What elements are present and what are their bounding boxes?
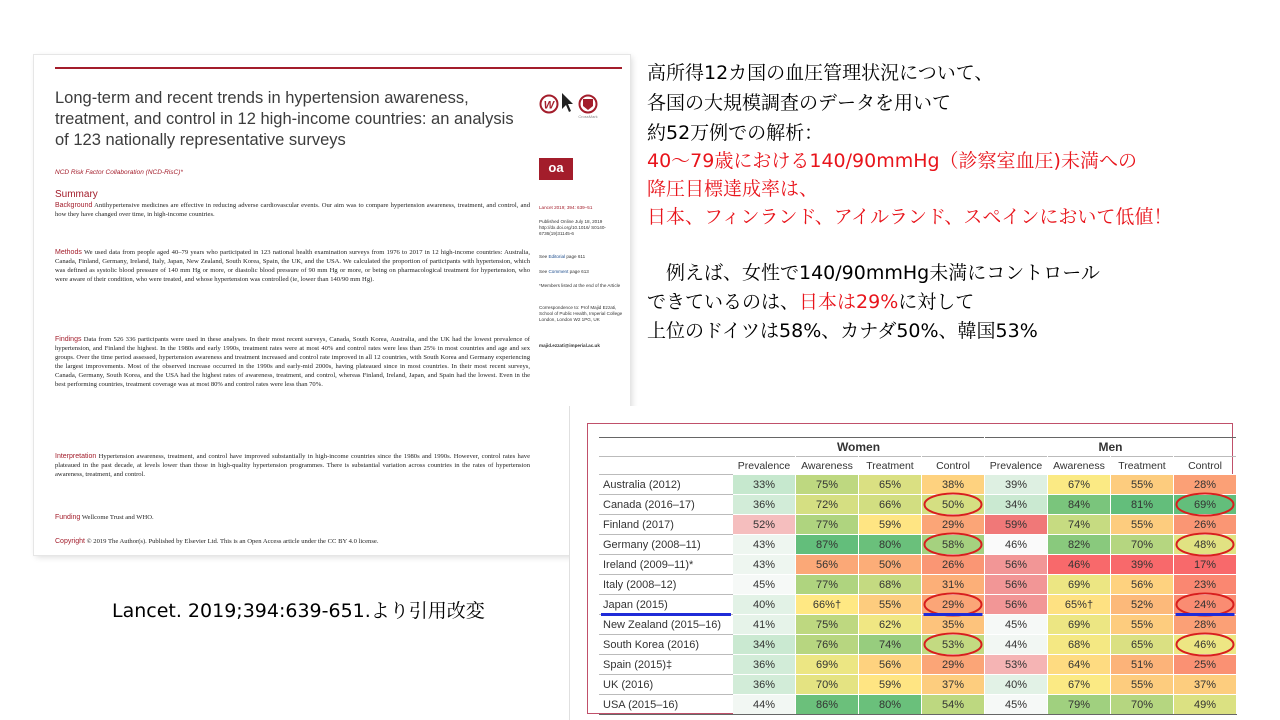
- abstract-interpretation: [55, 452, 530, 479]
- men-treatment-cell: 81%: [1111, 495, 1174, 515]
- table-row: [599, 675, 1237, 695]
- men-control-cell: 49%: [1174, 695, 1237, 715]
- men-treatment-cell: 55%: [1111, 475, 1174, 495]
- note-line-1: 高所得12カ国の血圧管理状況について、: [647, 62, 994, 84]
- column-header-treatment: Treatment: [1111, 457, 1174, 475]
- men-prevalence-cell: 45%: [985, 695, 1048, 715]
- corner-cell: [599, 457, 733, 475]
- section-text: Data from 526 336 participants were used in these analyses. In their most recent surveys, Canada, South Korea, Australia, and the UK had the lowest prevalence of hypertension, and Finland the highest. In the 1980s and early 1990s, treatment rates were at most 40% and control rates were less than 25% in most countries and age and sex groups. Over the time period assessed, hypertension awareness and treatment increased and control rate improved in all 12 countries, with South Korea and Germany experiencing the largest improvements. Most of the observed increase occurred in the 1990s and early-mid 2000s, having plateaued since in most countries. In their most recent surveys, Canada, Germany, South Korea, and the USA had the highest rates of awareness, treatment, and control, whereas Finland, Ireland, Japan, and Spain had the lowest. Even in the best performing countries, treatment coverage was at most 80% and control rates were less than 70%.: [55, 336, 530, 389]
- table-row: [599, 555, 1237, 575]
- men-control-cell: 28%: [1174, 475, 1237, 495]
- women-awareness-cell: 70%: [796, 675, 859, 695]
- example-text: に対して: [898, 291, 975, 313]
- women-awareness-cell: 72%: [796, 495, 859, 515]
- section-label: Methods: [55, 249, 82, 256]
- svg-text:CrossMark: CrossMark: [578, 114, 598, 119]
- sidebar-editorial: [539, 254, 625, 260]
- men-prevalence-cell: 59%: [985, 515, 1048, 535]
- corner-cell: [599, 438, 733, 457]
- example-line-2: [647, 287, 974, 314]
- sidebar-members: *Members listed at the end of the Article: [539, 283, 621, 288]
- country-label: Germany (2008–11): [599, 535, 733, 555]
- see-prefix: See: [539, 254, 549, 259]
- women-prevalence-cell: 36%: [733, 675, 796, 695]
- section-label: Interpretation: [55, 453, 97, 460]
- women-treatment-cell: 55%: [859, 595, 922, 615]
- note-line-3: 約52万例での解析：: [647, 122, 824, 144]
- men-treatment-cell: 55%: [1111, 615, 1174, 635]
- women-prevalence-cell: 41%: [733, 615, 796, 635]
- men-awareness-cell: 67%: [1048, 475, 1111, 495]
- abstract-funding: [55, 513, 530, 522]
- women-treatment-cell: 80%: [859, 695, 922, 715]
- men-control-cell: 17%: [1174, 555, 1237, 575]
- note-line-2: 各国の大規模調査のデータを用いて: [647, 92, 952, 114]
- abstract-background: [55, 201, 530, 219]
- section-label: Findings: [55, 336, 82, 343]
- example-line-1: 例えば、女性で140/90mmHg未満にコントロール: [647, 262, 1100, 284]
- men-prevalence-cell: 56%: [985, 575, 1048, 595]
- table-row: [599, 575, 1237, 595]
- country-label: Australia (2012): [599, 475, 733, 495]
- example-line-3: 上位のドイツは58%、カナダ50%、韓国53%: [647, 320, 1038, 342]
- country-label: New Zealand (2015–16): [599, 615, 733, 635]
- summary-heading: Summary: [55, 189, 98, 200]
- women-treatment-cell: 59%: [859, 675, 922, 695]
- men-control-cell: 46%: [1174, 635, 1237, 655]
- men-prevalence-cell: 56%: [985, 555, 1048, 575]
- women-awareness-cell: 77%: [796, 515, 859, 535]
- abstract-methods: [55, 248, 530, 284]
- section-text: Hypertension awareness, treatment, and control have improved substantially in high-income countries since the 1980s and 1990s. However, control rates have plateaued in the past decade, at levels lower than those in high-quality hypertension programmes. There is substantial variation across countries in the rates of hypertension awareness, treatment, and control.: [55, 453, 530, 479]
- japan-highlight: 日本は29%: [799, 291, 899, 313]
- women-prevalence-cell: 34%: [733, 635, 796, 655]
- country-label: Canada (2016–17): [599, 495, 733, 515]
- men-prevalence-cell: 56%: [985, 595, 1048, 615]
- women-prevalence-cell: 36%: [733, 495, 796, 515]
- men-treatment-cell: 51%: [1111, 655, 1174, 675]
- women-control-cell: 29%: [922, 655, 985, 675]
- men-control-cell: 37%: [1174, 675, 1237, 695]
- table-row: [599, 515, 1237, 535]
- men-prevalence-cell: 46%: [985, 535, 1048, 555]
- men-treatment-cell: 55%: [1111, 675, 1174, 695]
- women-control-cell: 29%: [922, 595, 985, 615]
- table-column-header: [599, 457, 1237, 475]
- women-prevalence-cell: 33%: [733, 475, 796, 495]
- table-row: [599, 475, 1237, 495]
- women-control-cell: 26%: [922, 555, 985, 575]
- sidebar-email[interactable]: majid.ezzati@imperial.ac.uk: [539, 343, 600, 348]
- women-treatment-cell: 65%: [859, 475, 922, 495]
- women-control-cell: 31%: [922, 575, 985, 595]
- editorial-link[interactable]: Editorial: [548, 254, 566, 259]
- men-treatment-cell: 70%: [1111, 695, 1174, 715]
- women-prevalence-cell: 45%: [733, 575, 796, 595]
- women-prevalence-cell: 36%: [733, 655, 796, 675]
- column-header-control: Control: [922, 457, 985, 475]
- sidebar-journal: [539, 205, 625, 211]
- column-header-awareness: Awareness: [796, 457, 859, 475]
- section-label: Background: [55, 202, 93, 209]
- sidebar-comment: [539, 269, 625, 275]
- men-prevalence-cell: 39%: [985, 475, 1048, 495]
- women-control-cell: 53%: [922, 635, 985, 655]
- men-awareness-cell: 79%: [1048, 695, 1111, 715]
- men-treatment-cell: 39%: [1111, 555, 1174, 575]
- men-awareness-cell: 67%: [1048, 675, 1111, 695]
- women-control-cell: 38%: [922, 475, 985, 495]
- table-row: [599, 495, 1237, 515]
- women-prevalence-cell: 44%: [733, 695, 796, 715]
- women-control-cell: 29%: [922, 515, 985, 535]
- men-prevalence-cell: 34%: [985, 495, 1048, 515]
- note-red-line-3: 日本、フィンランド、アイルランド、スペインにおいて低値！: [647, 206, 1173, 228]
- see-prefix: See: [539, 269, 549, 274]
- women-awareness-cell: 86%: [796, 695, 859, 715]
- section-text: We used data from people aged 40–79 years who participated in 123 national health examination surveys from 1976 to 2017 in 12 high-income countries: Australia, Canada, Finland, Germany, Ireland, Italy, Japan, New Zealand, South Korea, Spain, the UK, and the USA. We calculated the proportion of participants with hypertension, which was defined as systolic blood pressure of 140 mm Hg or more, or diastolic blood pressure of 90 mm Hg or more, or being on pharmacological treatment for hypertension, who were aware of their condition, who were treated, and whose hypertension was controlled (ie, lower than 140/90 mm Hg).: [55, 249, 530, 284]
- women-awareness-cell: 75%: [796, 615, 859, 635]
- sidebar-published: Published Online July 18, 2019 http://dx.doi.org/10.1016/ S0140-6736(19)31145-6: [539, 219, 606, 237]
- men-awareness-cell: 65%†: [1048, 595, 1111, 615]
- paper-abstract-image: [34, 55, 630, 555]
- women-awareness-cell: 66%†: [796, 595, 859, 615]
- table-group-header: [599, 438, 1237, 457]
- women-prevalence-cell: 52%: [733, 515, 796, 535]
- editorial-page: page 611: [565, 254, 586, 259]
- column-header-awareness: Awareness: [1048, 457, 1111, 475]
- sidebar-correspondence: Correspondence to: Prof Majid Ezzati, School of Public Health, Imperial College London, London W2 1PG, UK: [539, 305, 623, 323]
- country-label: Japan (2015): [599, 595, 733, 615]
- men-control-cell: 48%: [1174, 535, 1237, 555]
- abstract-copyright: [55, 537, 530, 546]
- hypertension-table: [599, 437, 1237, 715]
- women-control-cell: 54%: [922, 695, 985, 715]
- country-label: UK (2016): [599, 675, 733, 695]
- table-row: [599, 695, 1237, 715]
- men-treatment-cell: 56%: [1111, 575, 1174, 595]
- women-treatment-cell: 62%: [859, 615, 922, 635]
- oa-badge-text: oa: [548, 160, 564, 175]
- women-treatment-cell: 56%: [859, 655, 922, 675]
- column-header-treatment: Treatment: [859, 457, 922, 475]
- men-treatment-cell: 70%: [1111, 535, 1174, 555]
- table-row: [599, 655, 1237, 675]
- women-treatment-cell: 50%: [859, 555, 922, 575]
- abstract-findings: [55, 335, 530, 390]
- svg-text:W: W: [543, 99, 555, 112]
- example-text: できているのは、: [647, 291, 800, 313]
- women-control-cell: 35%: [922, 615, 985, 635]
- table-row: [599, 595, 1237, 615]
- header-rule: [55, 67, 622, 69]
- men-awareness-cell: 84%: [1048, 495, 1111, 515]
- men-prevalence-cell: 53%: [985, 655, 1048, 675]
- women-awareness-cell: 56%: [796, 555, 859, 575]
- note-red-line-1: 40～79歳における140/90mmHg（診察室血圧)未満への: [647, 150, 1137, 172]
- men-control-cell: 69%: [1174, 495, 1237, 515]
- column-header-prevalence: Prevalence: [985, 457, 1048, 475]
- country-label: Spain (2015)‡: [599, 655, 733, 675]
- men-control-cell: 23%: [1174, 575, 1237, 595]
- group-header-women: Women: [733, 438, 985, 457]
- men-prevalence-cell: 44%: [985, 635, 1048, 655]
- men-awareness-cell: 69%: [1048, 615, 1111, 635]
- table-row: [599, 615, 1237, 635]
- column-header-prevalence: Prevalence: [733, 457, 796, 475]
- table-row: [599, 535, 1237, 555]
- citation: Lancet. 2019;394:639-651.より引用改変: [112, 600, 485, 622]
- men-treatment-cell: 52%: [1111, 595, 1174, 615]
- women-treatment-cell: 80%: [859, 535, 922, 555]
- men-awareness-cell: 68%: [1048, 635, 1111, 655]
- women-treatment-cell: 68%: [859, 575, 922, 595]
- men-control-cell: 26%: [1174, 515, 1237, 535]
- men-awareness-cell: 74%: [1048, 515, 1111, 535]
- women-awareness-cell: 69%: [796, 655, 859, 675]
- men-control-cell: 28%: [1174, 615, 1237, 635]
- men-control-cell: 25%: [1174, 655, 1237, 675]
- comment-page: page 613: [568, 269, 589, 274]
- country-label: Italy (2008–12): [599, 575, 733, 595]
- country-label: USA (2015–16): [599, 695, 733, 715]
- women-control-cell: 50%: [922, 495, 985, 515]
- section-label: Copyright: [55, 538, 85, 545]
- table-panel: [570, 406, 1253, 720]
- section-text: Wellcome Trust and WHO.: [81, 514, 154, 521]
- table-row: [599, 635, 1237, 655]
- women-awareness-cell: 77%: [796, 575, 859, 595]
- women-prevalence-cell: 43%: [733, 555, 796, 575]
- men-awareness-cell: 64%: [1048, 655, 1111, 675]
- column-header-control: Control: [1174, 457, 1237, 475]
- paper-title: Long-term and recent trends in hypertension awareness, treatment, and control in 12 high-income countries: an analysis of 123 nationally representative surveys: [55, 89, 514, 149]
- section-text: © 2019 The Author(s). Published by Elsevier Ltd. This is an Open Access article under the CC BY 4.0 license.: [86, 538, 379, 545]
- country-label: South Korea (2016): [599, 635, 733, 655]
- women-control-cell: 37%: [922, 675, 985, 695]
- women-control-cell: 58%: [922, 535, 985, 555]
- country-label: Finland (2017): [599, 515, 733, 535]
- men-awareness-cell: 46%: [1048, 555, 1111, 575]
- women-treatment-cell: 59%: [859, 515, 922, 535]
- men-prevalence-cell: 45%: [985, 615, 1048, 635]
- men-prevalence-cell: 40%: [985, 675, 1048, 695]
- country-label: Ireland (2009–11)*: [599, 555, 733, 575]
- men-treatment-cell: 65%: [1111, 635, 1174, 655]
- men-awareness-cell: 82%: [1048, 535, 1111, 555]
- women-prevalence-cell: 43%: [733, 535, 796, 555]
- women-awareness-cell: 75%: [796, 475, 859, 495]
- paper-authors: NCD Risk Factor Collaboration (NCD-RisC)*: [55, 169, 183, 176]
- open-access-badge: [539, 158, 573, 180]
- note-red-line-2: 降圧目標達成率は、: [647, 178, 819, 200]
- group-header-men: Men: [985, 438, 1237, 457]
- section-text: Antihypertensive medicines are effective in reducing adverse cardiovascular events. Our aim was to compare hypertension awareness, treatment, and control, and how they have changed over time, in high-income countries.: [55, 202, 530, 219]
- comment-link[interactable]: Comment: [548, 269, 569, 274]
- section-label: Funding: [55, 514, 81, 521]
- women-treatment-cell: 74%: [859, 635, 922, 655]
- journal-ref: Lancet 2019; 394: 639–51: [539, 205, 593, 210]
- men-awareness-cell: 69%: [1048, 575, 1111, 595]
- men-control-cell: 24%: [1174, 595, 1237, 615]
- crossmark-logo-icon: [537, 90, 607, 120]
- women-awareness-cell: 87%: [796, 535, 859, 555]
- women-treatment-cell: 66%: [859, 495, 922, 515]
- women-awareness-cell: 76%: [796, 635, 859, 655]
- women-prevalence-cell: 40%: [733, 595, 796, 615]
- men-treatment-cell: 55%: [1111, 515, 1174, 535]
